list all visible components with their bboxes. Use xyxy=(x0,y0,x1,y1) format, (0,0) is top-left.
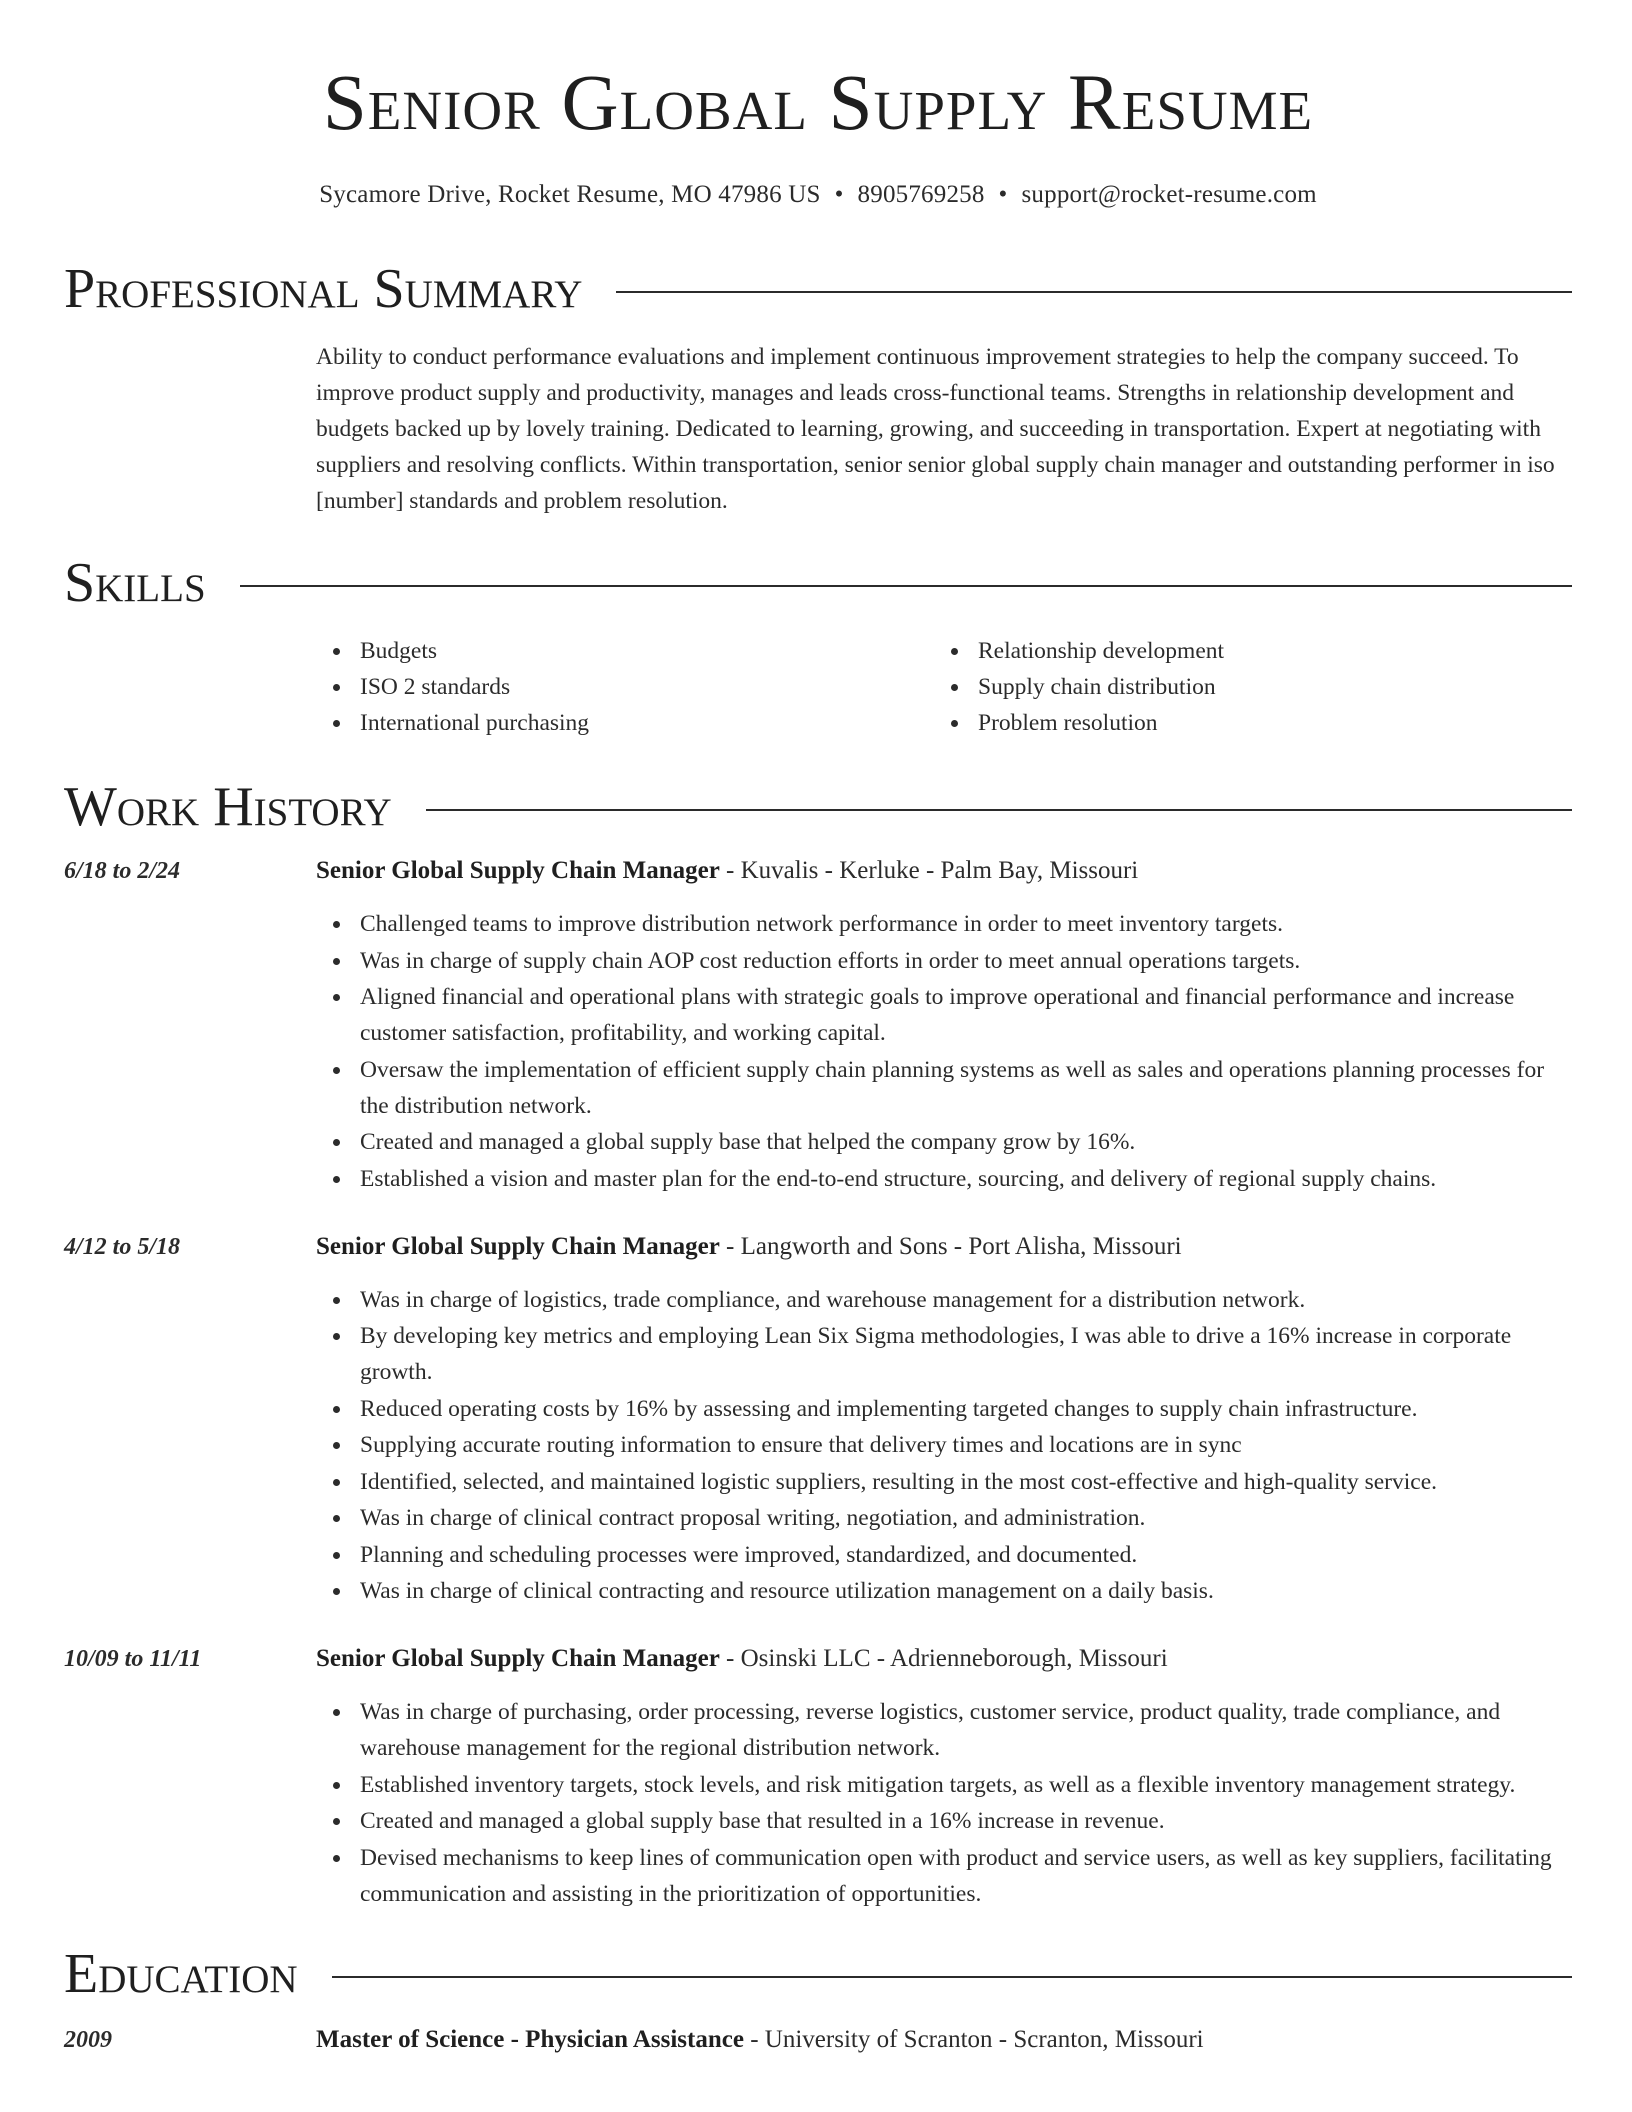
section-divider xyxy=(426,809,1572,811)
section-title: Work History xyxy=(64,776,392,838)
separator-dot: • xyxy=(998,181,1008,208)
job-bullet: Created and managed a global supply base that resulted in a 16% increase in revenue. xyxy=(316,1803,1572,1839)
skill-item: International purchasing xyxy=(316,705,934,741)
job-title-line xyxy=(316,853,1138,889)
education-degree: Master of Science - Physician Assistance xyxy=(316,2025,744,2053)
education-line xyxy=(316,2022,1204,2058)
job-bullet: Supplying accurate routing information to ensure that delivery times and locations are in sync xyxy=(316,1427,1572,1463)
email: support@rocket-resume.com xyxy=(1021,181,1317,208)
skill-item: Budgets xyxy=(316,633,934,669)
job-employer: - Langworth and Sons - Port Alisha, Missouri xyxy=(719,1232,1182,1260)
section-heading-summary xyxy=(64,258,1572,320)
job-bullet: Reduced operating costs by 16% by assessing and implementing targeted changes to supply chain infrastructure. xyxy=(316,1391,1572,1427)
skills-column-left xyxy=(316,633,934,741)
job-title: Senior Global Supply Chain Manager xyxy=(316,1232,720,1260)
job-header xyxy=(64,1229,1572,1265)
job-bullet: Planning and scheduling processes were improved, standardized, and documented. xyxy=(316,1537,1572,1573)
job-bullet: Identified, selected, and maintained logistic suppliers, resulting in the most cost-effective and high-quality service. xyxy=(316,1464,1572,1500)
job-bullet: Challenged teams to improve distribution network performance in order to meet inventory targets. xyxy=(316,906,1572,942)
job-title-line xyxy=(316,1229,1182,1265)
section-heading-education xyxy=(64,1942,1572,2005)
phone: 8905769258 xyxy=(857,181,985,208)
job-employer: - Osinski LLC - Adrienneborough, Missouri xyxy=(719,1645,1168,1672)
education-year: 2009 xyxy=(64,2026,112,2053)
resume-title: Senior Global Supply Resume xyxy=(322,60,1314,147)
section-divider xyxy=(616,291,1572,293)
job-bullet: Was in charge of logistics, trade compliance, and warehouse management for a distribution network. xyxy=(316,1282,1572,1318)
job-bullet: Oversaw the implementation of efficient supply chain planning systems as well as sales and operations planning processes for the distribution network. xyxy=(316,1052,1572,1124)
skill-item: Supply chain distribution xyxy=(934,669,1552,705)
job-bullet: Was in charge of supply chain AOP cost reduction efforts in order to meet annual operations targets. xyxy=(316,943,1572,979)
job-bullet: Was in charge of clinical contract proposal writing, negotiation, and administration. xyxy=(316,1500,1572,1536)
job-bullet: Established a vision and master plan for the end-to-end structure, sourcing, and delivery of regional supply chains. xyxy=(316,1161,1572,1197)
education-entry xyxy=(64,2022,1572,2058)
section-heading-skills xyxy=(64,552,1572,614)
section-heading-work-history xyxy=(64,776,1572,838)
contact-line xyxy=(64,181,1572,209)
job-bullet: Was in charge of clinical contracting and resource utilization management on a daily basis. xyxy=(316,1573,1572,1609)
education-school: - University of Scranton - Scranton, Missouri xyxy=(743,2025,1204,2053)
job-bullets xyxy=(316,906,1572,1197)
summary-text: Ability to conduct performance evaluations and implement continuous improvement strategies to help the company succeed. To improve product supply and productivity, manages and leads cross-functional teams. Strengths in relationship development and budgets backed up by lovely training. Dedicated to learning, growing, and succeeding in transportation. Expert at negotiating with suppliers and resolving conflicts. Within transportation, senior senior global supply chain manager and outstanding performer in iso [number] standards and problem resolution. xyxy=(316,344,1555,514)
job-header xyxy=(64,853,1572,889)
job-entry xyxy=(64,1641,1572,1912)
section-divider xyxy=(332,1976,1572,1978)
skill-item: ISO 2 standards xyxy=(316,669,934,705)
job-bullet: Aligned financial and operational plans with strategic goals to improve operational and financial performance and increase customer satisfaction, profitability, and working capital. xyxy=(316,979,1572,1051)
job-dates: 10/09 to 11/11 xyxy=(64,1646,202,1672)
skill-item: Relationship development xyxy=(934,633,1552,669)
job-bullets xyxy=(316,1694,1572,1912)
address: Sycamore Drive, Rocket Resume, MO 47986 US xyxy=(319,181,821,208)
job-bullet: Established inventory targets, stock levels, and risk mitigation targets, as well as a flexible inventory management strategy. xyxy=(316,1767,1572,1803)
job-title-line xyxy=(316,1641,1168,1677)
job-bullet: Created and managed a global supply base that helped the company grow by 16%. xyxy=(316,1124,1572,1160)
job-title: Senior Global Supply Chain Manager xyxy=(316,1645,720,1672)
resume-page xyxy=(64,0,1572,2058)
separator-dot: • xyxy=(834,181,844,208)
job-header xyxy=(64,1641,1572,1677)
job-entry xyxy=(64,1229,1572,1610)
skill-item: Problem resolution xyxy=(934,705,1552,741)
job-dates: 6/18 to 2/24 xyxy=(64,858,181,884)
skills-list xyxy=(316,633,1572,741)
job-dates: 4/12 to 5/18 xyxy=(64,1233,181,1260)
job-entry xyxy=(64,853,1572,1197)
job-employer: - Kuvalis - Kerluke - Palm Bay, Missouri xyxy=(719,857,1139,884)
job-title: Senior Global Supply Chain Manager xyxy=(316,857,720,884)
section-title: Skills xyxy=(64,552,206,614)
section-title: Professional Summary xyxy=(64,258,583,320)
section-divider xyxy=(240,585,1572,587)
job-bullet: Was in charge of purchasing, order processing, reverse logistics, customer service, product quality, trade compliance, and warehouse management for the regional distribution network. xyxy=(316,1694,1572,1766)
job-bullet: Devised mechanisms to keep lines of communication open with product and service users, as well as key suppliers, facilitating communication and assisting in the prioritization of opportunities. xyxy=(316,1840,1572,1912)
job-bullet: By developing key metrics and employing Lean Six Sigma methodologies, I was able to drive a 16% increase in corporate growth. xyxy=(316,1318,1572,1390)
job-bullets xyxy=(316,1282,1572,1610)
section-title: Education xyxy=(64,1942,298,2005)
skills-column-right xyxy=(934,633,1552,741)
